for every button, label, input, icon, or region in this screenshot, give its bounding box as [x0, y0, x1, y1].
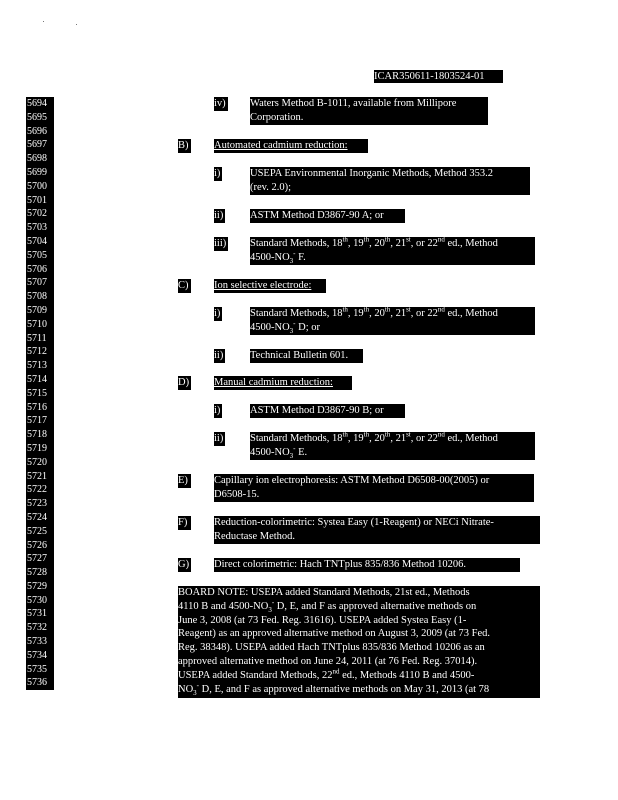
item-b-heading: Automated cadmium reduction:	[214, 139, 368, 153]
line-number: 5695	[26, 111, 54, 125]
line-number: 5716	[26, 401, 54, 415]
scan-speck	[76, 24, 77, 25]
item-label-c: C)	[178, 279, 191, 293]
line-number: 5728	[26, 566, 54, 580]
item-label-d-ii: ii)	[214, 433, 224, 444]
item-label-iv: iv)	[214, 97, 228, 111]
item-b-iii-text: Standard Methods, 18th, 19th, 20th, 21st, or 22nd ed., Method $4500-NO_3^-$ F.	[250, 237, 535, 265]
line-number: 5705	[26, 249, 54, 263]
item-label-d-i: i)	[214, 405, 221, 416]
item-label-b-i: i)	[214, 168, 221, 179]
line-number: 5736	[26, 676, 54, 690]
line-number: 5706	[26, 263, 54, 277]
line-number: 5724	[26, 511, 54, 525]
line-number: 5719	[26, 442, 54, 456]
item-c-heading: Ion selective electrode:	[214, 279, 326, 293]
item-g-text: Direct colorimetric: Hach TNTplus 835/836 Method 10206.	[214, 558, 520, 572]
line-number: 5700	[26, 180, 54, 194]
scan-speck	[43, 21, 44, 22]
item-label-d: D)	[178, 377, 190, 388]
line-number: 5717	[26, 414, 54, 428]
line-number: 5731	[26, 607, 54, 621]
item-label-c-ii: ii)	[214, 350, 224, 361]
line-number: 5734	[26, 649, 54, 663]
line-number: 5712	[26, 345, 54, 359]
line-number: 5708	[26, 290, 54, 304]
line-number: 5703	[26, 221, 54, 235]
item-b-i-text: USEPA Environmental Inorganic Methods, Method 353.2 (rev. 2.0);	[250, 167, 530, 195]
line-number: 5715	[26, 387, 54, 401]
line-number: 5714	[26, 373, 54, 387]
item-c-i-text: Standard Methods, 18th, 19th, 20th, 21st, or 22nd ed., Method $4500-NO_3^-$ D; or	[250, 307, 535, 335]
line-number: 5694	[26, 97, 54, 111]
item-d-ii-text: Standard Methods, 18th, 19th, 20th, 21st, or 22nd ed., Method $4500-NO_3^-$ E.	[250, 432, 535, 460]
line-number: 5721	[26, 470, 54, 484]
line-number: 5707	[26, 276, 54, 290]
item-iv-text: Waters Method B-1011, available from Millipore Corporation.	[250, 97, 488, 125]
item-label-b-iii: iii)	[214, 238, 227, 249]
line-number: 5713	[26, 359, 54, 373]
line-number-column	[26, 97, 54, 690]
item-b-ii-text: ASTM Method D3867-90 A; or	[250, 209, 405, 223]
line-number: 5725	[26, 525, 54, 539]
item-label-b: B)	[178, 139, 191, 153]
line-number: 5733	[26, 635, 54, 649]
line-number: 5720	[26, 456, 54, 470]
line-number: 5704	[26, 235, 54, 249]
item-d-heading: Manual cadmium reduction:	[214, 376, 352, 390]
item-label-b-ii: ii)	[214, 210, 224, 221]
item-label-e: E)	[178, 474, 191, 488]
line-number: 5709	[26, 304, 54, 318]
item-c-ii-text: Technical Bulletin 601.	[250, 349, 363, 363]
line-number: 5735	[26, 663, 54, 677]
line-number: 5726	[26, 539, 54, 553]
line-number: 5699	[26, 166, 54, 180]
board-note: BOARD NOTE: USEPA added Standard Methods, 21st ed., Methods 4110 B and $4500-NO_3^-$ D, E, and F as approved alternative methods on June 3, 2008 (at 73 Fed. Reg. 31616). USEPA added Systea Easy (1- Reagent) as an approved alternative method on August 3, 2009 (at 73 Fed. Reg. 38348). USEPA added Hach TNTplus 835/836 Method 10206 as an approved alternative method on June 24, 2011 (at 76 Fed. Reg. 37014). USEPA added Standard Methods, 22nd ed., Methods 4110 B and 4500- $NO_3^-$ D, E, and F as approved alternative methods on May 31, 2013 (at 78	[178, 586, 540, 698]
line-number: 5718	[26, 428, 54, 442]
item-e-text: Capillary ion electrophoresis: ASTM Method D6508-00(2005) or D6508-15.	[214, 474, 534, 502]
line-number: 5722	[26, 483, 54, 497]
line-number: 5730	[26, 594, 54, 608]
item-f-text: Reduction-colorimetric: Systea Easy (1-Reagent) or NECi Nitrate- Reductase Method.	[214, 516, 540, 544]
item-label-g: G)	[178, 559, 190, 570]
line-number: 5698	[26, 152, 54, 166]
line-number: 5702	[26, 207, 54, 221]
line-number: 5710	[26, 318, 54, 332]
item-d-i-text: ASTM Method D3867-90 B; or	[250, 404, 405, 418]
line-number: 5696	[26, 125, 54, 139]
line-number: 5697	[26, 138, 54, 152]
line-number: 5732	[26, 621, 54, 635]
line-number: 5729	[26, 580, 54, 594]
line-number: 5711	[26, 332, 54, 346]
document-header: ICAR350611-1803524-01	[374, 70, 503, 83]
line-number: 5727	[26, 552, 54, 566]
line-number: 5701	[26, 194, 54, 208]
item-label-f: F)	[178, 516, 191, 530]
line-number: 5723	[26, 497, 54, 511]
item-label-c-i: i)	[214, 308, 221, 319]
